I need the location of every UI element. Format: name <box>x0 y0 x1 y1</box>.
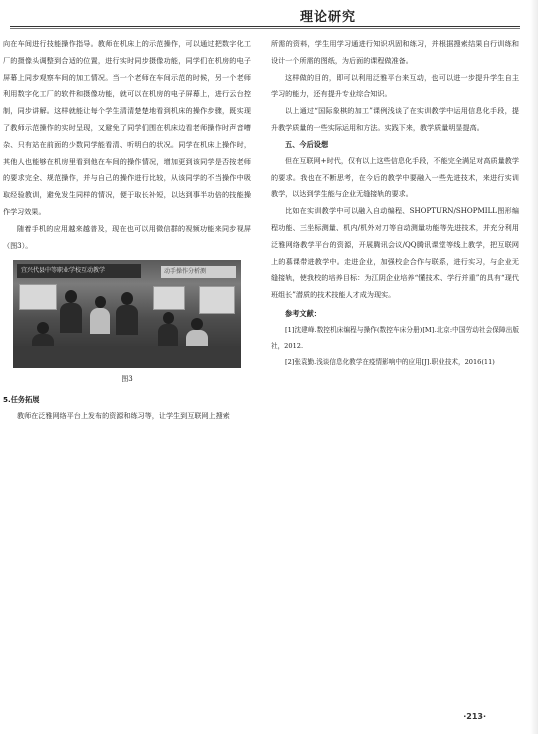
photo-person-body <box>90 308 110 334</box>
header-rule-secondary <box>10 28 520 29</box>
photo-banner-right: 动手操作分析测 <box>161 266 236 278</box>
photo-monitor <box>199 286 235 314</box>
right-paragraph-4: 但在互联网+时代，仅有以上这些信息化手段，不能完全满足对高质量教学的要求。我也在不断思考，在今后的教学中要融入一些先进技术，来进行实训教学，以达到学生能与企业无缝接轨的要求。 <box>271 155 519 199</box>
left-column <box>3 36 251 425</box>
right-column <box>271 36 519 370</box>
photo-monitor <box>153 286 185 310</box>
photo-person-body <box>60 303 82 333</box>
photo-person-head <box>37 322 49 334</box>
header-title: 理论研究 <box>300 10 357 25</box>
page-edge-shadow <box>530 0 538 734</box>
photo-monitor <box>19 284 57 310</box>
section-heading-task-extension: 5.任务拓展 <box>3 395 40 405</box>
left-paragraph-3: 教师在泛雅网络平台上发布的资源和练习等，让学生到互联网上搜索 <box>17 411 230 421</box>
photo-banner-left: 宜兴代县中等职业学校互动教学 <box>17 264 141 278</box>
header-rule <box>10 26 520 27</box>
photo-desk <box>13 346 241 368</box>
page-number: ·213· <box>463 712 486 721</box>
photo-person-body <box>116 305 138 335</box>
figure-caption: 图3 <box>121 375 133 384</box>
reference-item: [1]沈建峰.数控机床编程与操作(数控车床分册)[M].北京:中国劳动社会保障出版社，2012. <box>271 325 519 350</box>
reference-item: [2]张袁勤.浅谈信息化教学在疫情影响中的应用[J].职业技术，2016(11) <box>285 357 495 366</box>
right-paragraph-3: 以上通过“国际象棋的加工”课例浅谈了在实训教学中运用信息化手段，提升教学质量的一些实际运用和方法。实践下来，教学质量明显提高。 <box>271 106 519 132</box>
references-heading: 参考文献： <box>285 308 321 318</box>
section-heading-future: 五、今后设想 <box>285 139 329 149</box>
photo-person-head <box>191 318 203 330</box>
photo-person-body <box>158 324 178 348</box>
photo-person-head <box>121 292 133 305</box>
photo-person-head <box>95 296 106 308</box>
right-paragraph-1: 所需的资料，学生用学习通进行知识巩固和练习，并根据搜索结果自行训练和设计一个所需的图纸，为后面的课程做准备。 <box>271 39 519 65</box>
left-paragraph-1: 向在车间进行技能操作指导。教师在机床上的示范操作，可以通过把数字化工厂的摄像头调整到合适的位置，进行实时同步摄像功能，同学们在机房的电子屏幕上同步观察车间的加工情况。当一个老师在车间示范的时候，另一个老师利用数字化工厂的软件和摄像功能，就可以在机房的电子屏幕上，进行云台控制，同步讲解。这样就能让每个学生清清楚楚地看到机床的操作步骤，既实现了教师示范操作的实时呈现，又避免了同学们围在机床边看老师操作时声音嘈杂、只有站在前面的少数同学能看清、听明白的状况。同学在机床上操作时，其他人也能够在机房里看到他在车间的操作情况，增加更到该同学是否按老师的要求完全、规范操作，并与自己的操作进行比较，从该同学的不当操作中吸取经验教训，避免发生同样的情况，便于取长补短，以达到事半功倍的技能操作学习效果。 <box>3 39 251 216</box>
right-paragraph-5: 比如在实训教学中可以融入自动编程、SHOPTURN/SHOPMILL图形编程功能、三坐标测量、机内/机外对刀等自动测量功能等先进技术，并充分利用泛雅网络教学平台的资源，开展腾讯会议/QQ腾讯课堂等线上教学，把互联网上的慕课带进教学中。走进企业，加强校企合作与联系，进行实习，与企业无缝接轨，使我校的培养目标：为江阴企业培养“懂技术、学行并重”的具有“现代班组长”潜质的技术技能人才成为现实。 <box>271 206 519 300</box>
photo-person-head <box>65 290 77 303</box>
classroom-photo <box>13 260 241 368</box>
right-paragraph-2: 这样做的目的，即可以利用泛雅平台来互动，也可以进一步提升学生自主学习的能力，还有提升专业综合知识。 <box>271 72 519 99</box>
photo-person-head <box>163 312 174 324</box>
left-paragraph-2: 随着手机的应用越来越普及，现在也可以用微信群的视频功能来同步视屏（图3）。 <box>3 223 251 250</box>
